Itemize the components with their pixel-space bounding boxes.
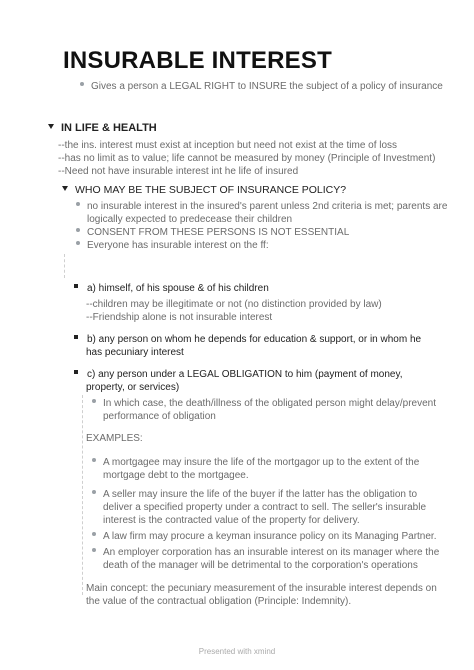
example-item [92, 530, 437, 543]
bullet-dot-icon [92, 490, 96, 494]
bullet-dot-icon [76, 202, 80, 206]
tree-connector [82, 395, 83, 595]
item-a-note: --Friendship alone is not insurable interest [86, 312, 273, 323]
collapse-triangle-icon[interactable] [48, 124, 54, 129]
subject-bullet [76, 239, 269, 252]
subject-section-heading[interactable] [62, 184, 346, 197]
example-cont: death of the manager will be detrimental to the corporation's operations [103, 560, 418, 571]
item-a [74, 282, 269, 295]
subject-bullet-text: Everyone has insurable interest on the ff: [87, 240, 269, 251]
example-cont: deliver a specified property under a contract to sell. The seller's insurable [103, 502, 427, 513]
item-b-line1: b) any person on whom he depends for education & support, or in whom he [87, 334, 422, 345]
item-c-line2: property, or services) [86, 382, 180, 393]
bullet-dot-icon [76, 228, 80, 232]
bullet-dot-icon [92, 458, 96, 462]
example-text: An employer corporation has an insurable interest on its manager where the [103, 547, 440, 558]
item-a-note: --children may be illegitimate or not (no distinction provided by law) [86, 299, 382, 310]
example-item [92, 456, 419, 469]
item-c [74, 368, 403, 381]
subject-bullet [76, 226, 349, 239]
bullet-dot-icon [92, 548, 96, 552]
bullet-dot-icon [76, 241, 80, 245]
section-life-heading[interactable] [48, 122, 157, 135]
intro-bullet [80, 80, 443, 93]
subject-bullet-text: CONSENT FROM THESE PERSONS IS NOT ESSENTIAL [87, 227, 350, 238]
subject-bullet-text: no insurable interest in the insured's parent unless 2nd criteria is met; parents are [87, 201, 448, 212]
example-text: A seller may insure the life of the buyer if the latter has the obligation to [103, 489, 418, 500]
square-bullet-icon [74, 284, 78, 288]
item-c-line1: c) any person under a LEGAL OBLIGATION to him (payment of money, [87, 369, 403, 380]
example-text: A law firm may procure a keyman insurance policy on its Managing Partner. [103, 531, 437, 542]
tree-connector [64, 254, 65, 278]
item-a-label: a) himself, of his spouse & of his children [87, 283, 269, 294]
square-bullet-icon [74, 335, 78, 339]
subject-bullet-cont: logically expected to predecease their children [87, 214, 293, 225]
life-note: --the ins. interest must exist at inception but need not exist at the time of loss [58, 140, 398, 151]
example-item [92, 546, 439, 559]
subject-bullet [76, 200, 447, 213]
page-title: INSURABLE INTEREST [63, 47, 332, 74]
item-b [74, 333, 421, 346]
example-text: A mortgagee may insure the life of the mortgagor up to the extent of the [103, 457, 420, 468]
example-item [92, 488, 417, 501]
item-c-sub-cont: performance of obligation [103, 411, 216, 422]
main-concept-cont: the value of the contractual obligation (Principle: Indemnity). [86, 596, 352, 607]
examples-heading: EXAMPLES: [86, 433, 143, 444]
collapse-triangle-icon[interactable] [62, 186, 68, 191]
life-note: --Need not have insurable interest int he life of insured [58, 166, 299, 177]
subject-section-heading-text: WHO MAY BE THE SUBJECT OF INSURANCE POLICY? [75, 184, 347, 196]
example-cont: interest is the contracted value of the property for delivery. [103, 515, 360, 526]
square-bullet-icon [74, 370, 78, 374]
intro-bullet-text: Gives a person a LEGAL RIGHT to INSURE the subject of a policy of insurance [91, 81, 443, 92]
example-cont: mortgage debt to the mortgagee. [103, 470, 249, 481]
bullet-dot-icon [92, 532, 96, 536]
footer-watermark: Presented with xmind [198, 647, 276, 656]
item-b-line2: has pecuniary interest [86, 347, 184, 358]
life-note: --has no limit as to value; life cannot be measured by money (Principle of Investment) [58, 153, 436, 164]
bullet-dot-icon [80, 82, 84, 86]
item-c-sub [92, 397, 436, 410]
bullet-dot-icon [92, 399, 96, 403]
section-life-heading-text: IN LIFE & HEALTH [61, 122, 157, 134]
main-concept: Main concept: the pecuniary measurement of the insurable interest depends on [86, 583, 437, 594]
item-c-sub-text: In which case, the death/illness of the obligated person might delay/prevent [103, 398, 436, 409]
